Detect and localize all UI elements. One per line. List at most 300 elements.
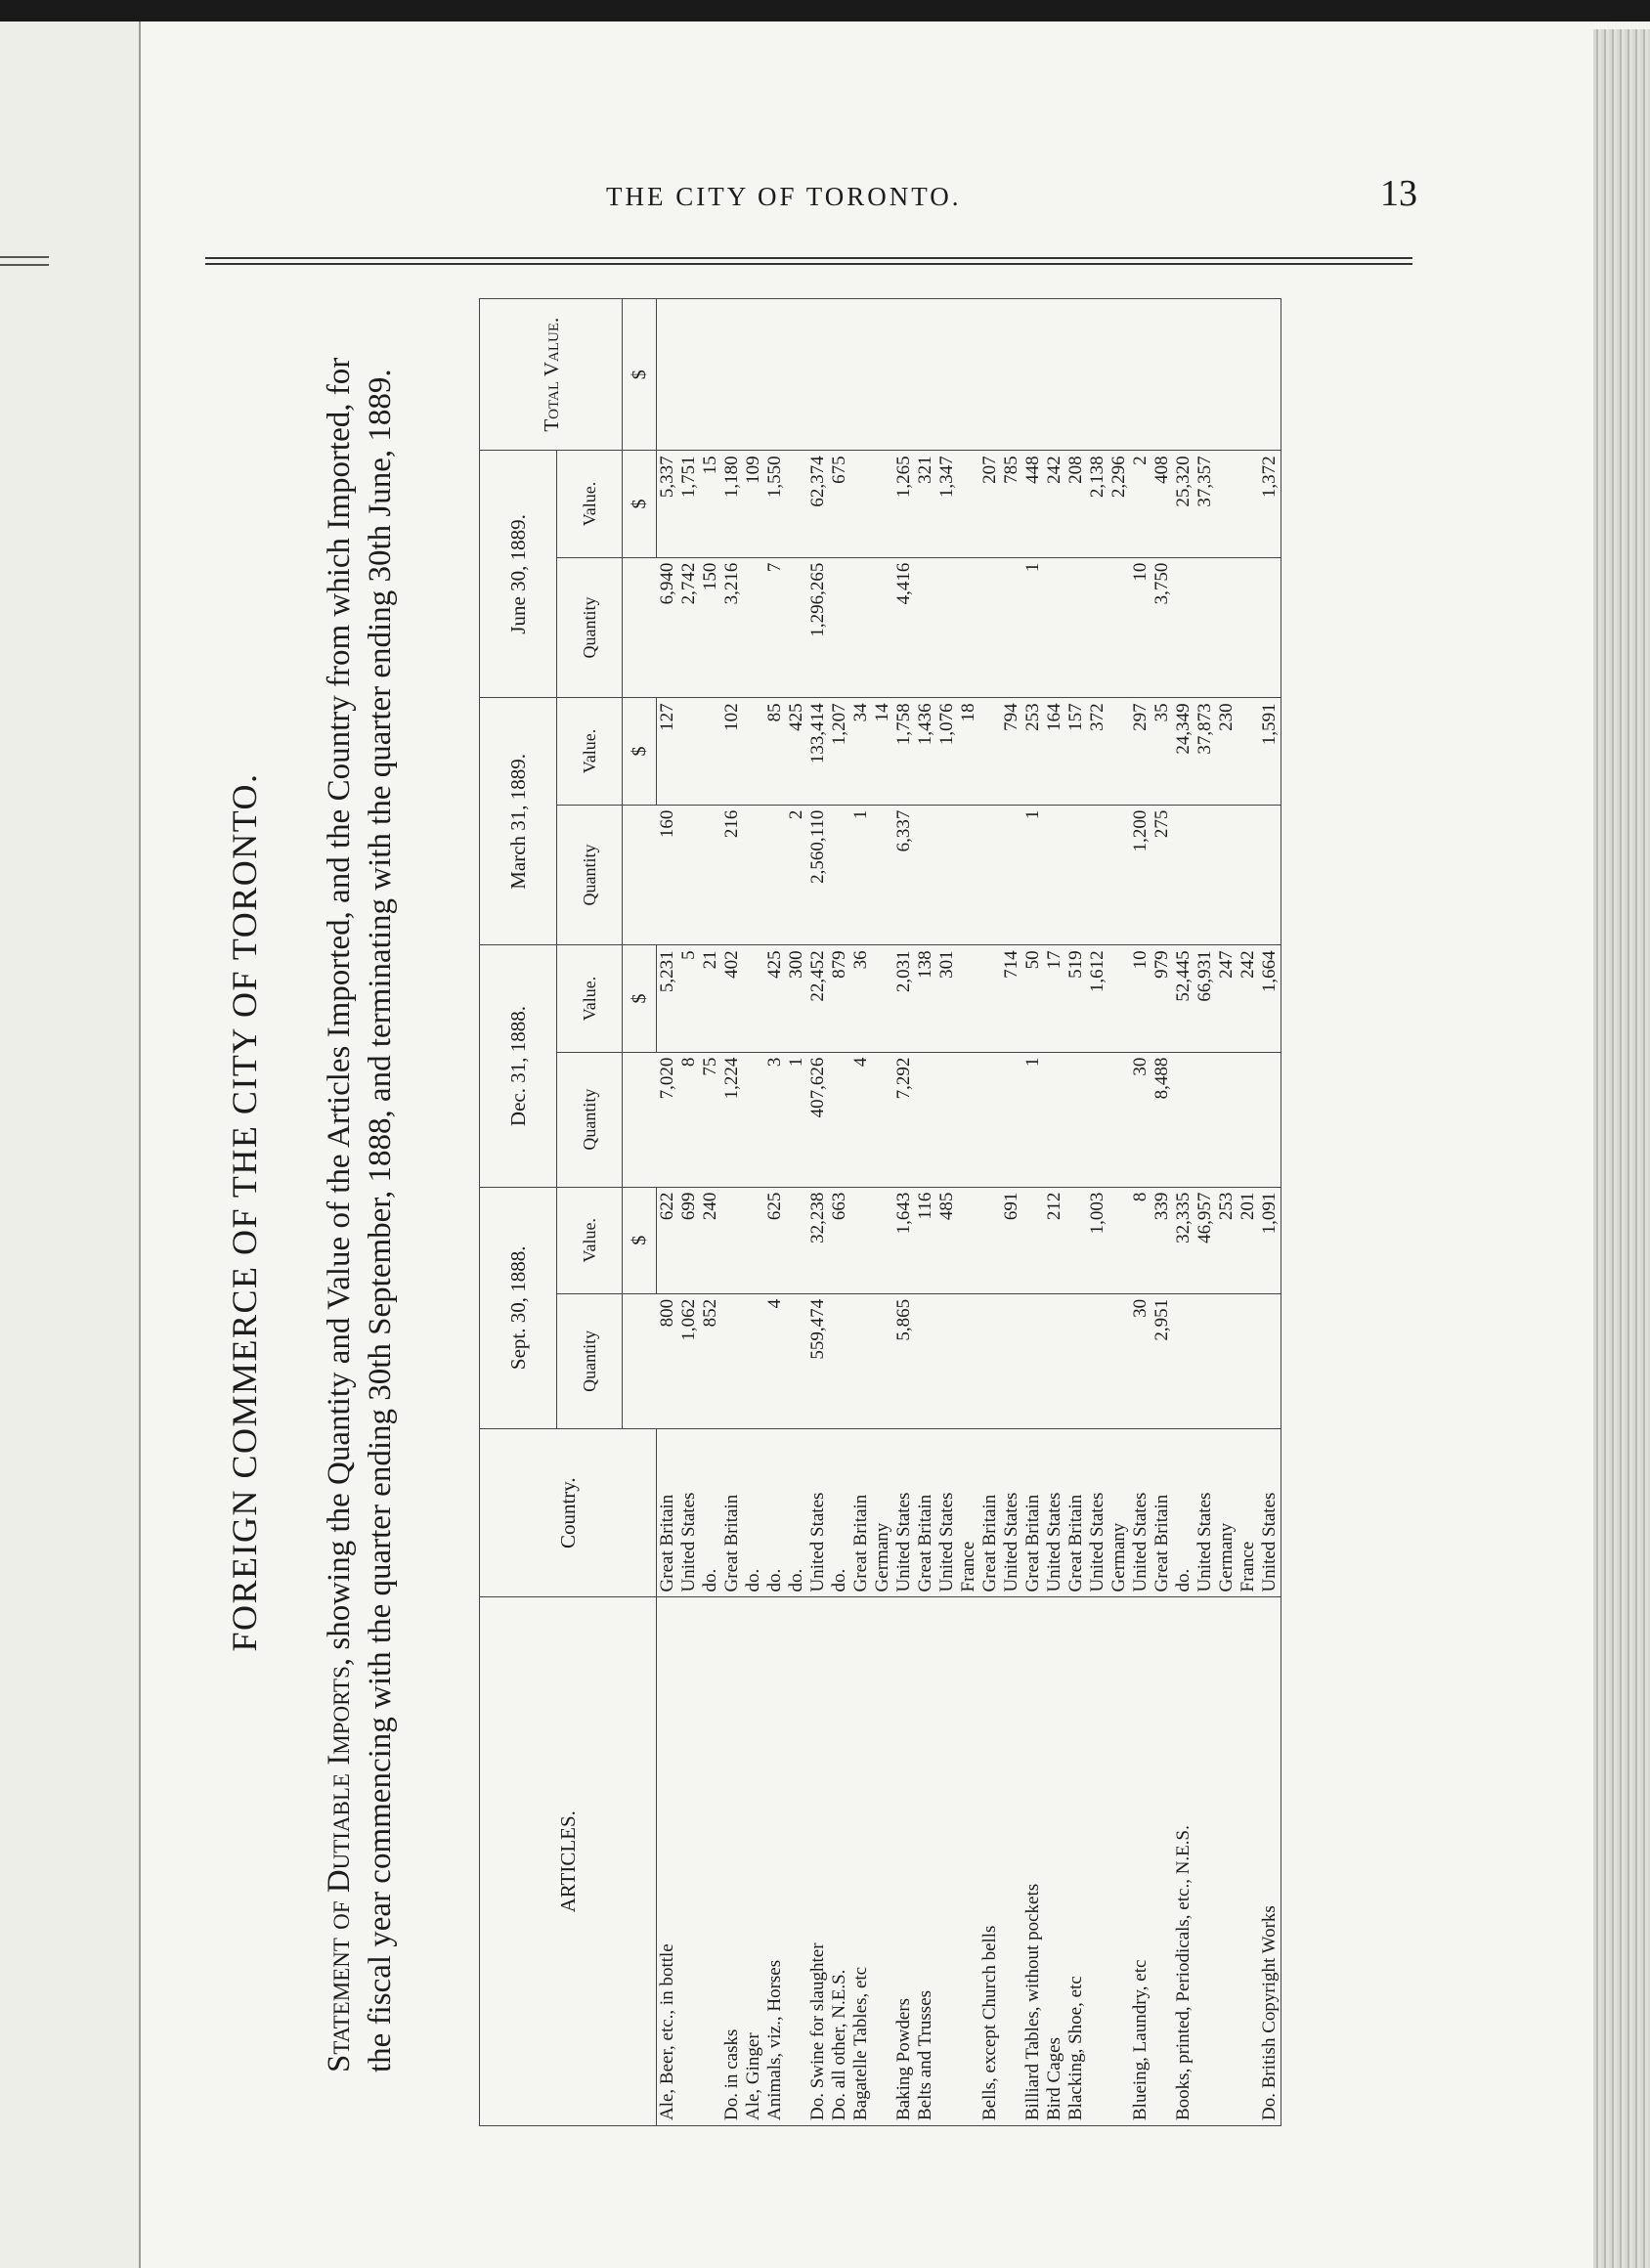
value-cell: 62,374 (807, 451, 829, 557)
value-cell (958, 451, 979, 557)
table-row (786, 299, 807, 2126)
col-header-period-2: Dec. 31, 1888. (480, 945, 557, 1187)
value-cell: 52,445 (1173, 945, 1194, 1052)
quantity-cell (1044, 557, 1065, 698)
value-cell (743, 698, 764, 805)
quantity-cell: 2 (786, 805, 807, 945)
value-cell: 133,414 (807, 698, 829, 805)
table-row (829, 299, 850, 2126)
quantity-cell: 6,337 (893, 805, 915, 945)
value-cell: 21 (700, 945, 721, 1052)
value-cell (958, 1187, 979, 1293)
quantity-cell (1259, 805, 1281, 945)
quantity-cell: 852 (700, 1293, 721, 1428)
quantity-cell (1087, 557, 1108, 698)
value-cell: 879 (829, 945, 850, 1052)
quantity-cell (1216, 805, 1238, 945)
article-cell (958, 1597, 979, 2126)
value-cell: 1,436 (915, 698, 936, 805)
country-cell: United States (1259, 1428, 1281, 1597)
value-cell (872, 1187, 893, 1293)
table-row (807, 299, 829, 2126)
country-cell: Great Britain (1065, 1428, 1087, 1597)
value-cell: 32,335 (1173, 1187, 1194, 1293)
value-cell: 46,957 (1194, 1187, 1216, 1293)
value-cell (979, 698, 1001, 805)
total-value-cell (1194, 299, 1216, 451)
header-rule (205, 257, 1412, 259)
value-cell: 1,347 (936, 451, 958, 557)
value-cell (1108, 945, 1130, 1052)
quantity-cell (1194, 557, 1216, 698)
dollar-sign: $ (623, 451, 657, 557)
country-cell: United States (1194, 1428, 1216, 1597)
value-cell: 8 (1130, 1187, 1151, 1293)
quantity-cell (786, 557, 807, 698)
quantity-cell (936, 1293, 958, 1428)
quantity-cell (1065, 1052, 1087, 1187)
country-cell: United States (936, 1428, 958, 1597)
value-cell: 24,349 (1173, 698, 1194, 805)
quantity-cell (1087, 1293, 1108, 1428)
quantity-cell: 1 (786, 1052, 807, 1187)
value-cell: 1,091 (1259, 1187, 1281, 1293)
total-value-cell (1259, 299, 1281, 451)
quantity-cell (764, 805, 786, 945)
country-cell: Great Britain (850, 1428, 872, 1597)
total-value-cell (1108, 299, 1130, 451)
value-cell: 675 (829, 451, 850, 557)
value-cell: 25,320 (1173, 451, 1194, 557)
quantity-cell (829, 1052, 850, 1187)
value-cell: 300 (786, 945, 807, 1052)
total-value-cell (872, 299, 893, 451)
quantity-cell (1238, 557, 1259, 698)
country-cell: Great Britain (657, 1428, 679, 1597)
total-value-cell (936, 299, 958, 451)
article-cell: Belts and Trusses (915, 1597, 936, 2126)
value-cell: 116 (915, 1187, 936, 1293)
table-row (872, 299, 893, 2126)
table-row (1173, 299, 1194, 2126)
table-row (764, 299, 786, 2126)
caption-lead: Statement of Dutiable Imports, (322, 1657, 357, 2072)
col-header-quantity: Quantity (557, 557, 623, 698)
total-value-cell (829, 299, 850, 451)
quantity-cell: 2,951 (1151, 1293, 1173, 1428)
quantity-cell (1194, 1052, 1216, 1187)
quantity-cell (915, 1052, 936, 1187)
quantity-cell (829, 805, 850, 945)
facing-page-rule (0, 264, 49, 266)
country-cell: Germany (872, 1428, 893, 1597)
col-header-value: Value. (557, 945, 623, 1052)
article-cell: Baking Powders (893, 1597, 915, 2126)
value-cell: 37,873 (1194, 698, 1216, 805)
quantity-cell (1194, 805, 1216, 945)
value-cell (1022, 1187, 1044, 1293)
quantity-cell (1173, 1293, 1194, 1428)
quantity-cell (1216, 1052, 1238, 1187)
value-cell (1108, 1187, 1130, 1293)
total-value-cell (850, 299, 872, 451)
table-row (1022, 299, 1044, 2126)
quantity-cell: 1 (1022, 805, 1044, 945)
article-cell (700, 1597, 721, 2126)
table-row (850, 299, 872, 2126)
col-header-quantity: Quantity (557, 1052, 623, 1187)
value-cell: 979 (1151, 945, 1173, 1052)
value-cell: 425 (764, 945, 786, 1052)
value-cell: 5 (678, 945, 700, 1052)
quantity-cell: 30 (1130, 1293, 1151, 1428)
quantity-cell: 2,742 (678, 557, 700, 698)
quantity-cell: 7 (764, 557, 786, 698)
quantity-cell (915, 557, 936, 698)
country-cell: United States (893, 1428, 915, 1597)
value-cell: 297 (1130, 698, 1151, 805)
article-cell: Ale, Beer, etc., in bottle (657, 1597, 679, 2126)
table-row (1259, 299, 1281, 2126)
country-cell: Germany (1216, 1428, 1238, 1597)
rotated-statement (215, 293, 1408, 2131)
table-row (1001, 299, 1022, 2126)
value-cell: 230 (1216, 698, 1238, 805)
quantity-cell (1065, 1293, 1087, 1428)
article-cell (678, 1597, 700, 2126)
table-row (1108, 299, 1130, 2126)
value-cell: 5,231 (657, 945, 679, 1052)
country-cell: United States (1044, 1428, 1065, 1597)
table-row (1065, 299, 1087, 2126)
value-cell (872, 945, 893, 1052)
dollar-sign: $ (623, 945, 657, 1052)
quantity-cell: 1,224 (721, 1052, 743, 1187)
table-row (979, 299, 1001, 2126)
quantity-cell (1194, 1293, 1216, 1428)
value-cell (743, 945, 764, 1052)
quantity-cell (936, 557, 958, 698)
quantity-cell (829, 557, 850, 698)
total-value-cell (764, 299, 786, 451)
col-header-period-3: March 31, 1889. (480, 698, 557, 945)
table-row (678, 299, 700, 2126)
quantity-cell (1216, 1293, 1238, 1428)
quantity-cell (743, 557, 764, 698)
total-value-cell (1130, 299, 1151, 451)
quantity-cell (743, 1293, 764, 1428)
quantity-cell (1001, 557, 1022, 698)
total-value-cell (721, 299, 743, 451)
quantity-cell (743, 805, 764, 945)
col-header-quantity: Quantity (557, 805, 623, 945)
value-cell: 242 (1238, 945, 1259, 1052)
quantity-cell (1108, 1293, 1130, 1428)
value-cell: 36 (850, 945, 872, 1052)
quantity-cell: 75 (700, 1052, 721, 1187)
quantity-cell: 3,750 (1151, 557, 1173, 698)
article-cell (786, 1597, 807, 2126)
col-header-total: Total Value. (480, 299, 623, 451)
value-cell: 1,612 (1087, 945, 1108, 1052)
total-value-cell (1044, 299, 1065, 451)
col-header-period-4: June 30, 1889. (480, 451, 557, 698)
facing-page-edge (0, 22, 141, 2268)
value-cell (786, 451, 807, 557)
country-cell: do. (743, 1428, 764, 1597)
value-cell: 138 (915, 945, 936, 1052)
value-cell (850, 1187, 872, 1293)
quantity-cell (979, 1293, 1001, 1428)
dollar-sign: $ (623, 299, 657, 451)
value-cell: 2,031 (893, 945, 915, 1052)
total-value-cell (893, 299, 915, 451)
table-row (915, 299, 936, 2126)
country-cell: France (958, 1428, 979, 1597)
total-value-cell (1238, 299, 1259, 451)
quantity-cell (872, 805, 893, 945)
quantity-cell: 1,296,265 (807, 557, 829, 698)
value-cell: 1,265 (893, 451, 915, 557)
quantity-cell (1087, 1052, 1108, 1187)
value-cell (979, 1187, 1001, 1293)
article-cell (936, 1597, 958, 2126)
value-cell: 321 (915, 451, 936, 557)
running-head: THE CITY OF TORONTO. (606, 182, 962, 211)
country-cell: Great Britain (979, 1428, 1001, 1597)
article-cell: Bird Cages (1044, 1597, 1065, 2126)
quantity-cell (872, 1052, 893, 1187)
quantity-cell: 5,865 (893, 1293, 915, 1428)
value-cell (1238, 698, 1259, 805)
value-cell: 794 (1001, 698, 1022, 805)
quantity-cell (1173, 805, 1194, 945)
table-row (1130, 299, 1151, 2126)
quantity-cell (1001, 805, 1022, 945)
quantity-cell (850, 557, 872, 698)
country-cell: Great Britain (915, 1428, 936, 1597)
country-cell: Great Britain (1151, 1428, 1173, 1597)
value-cell (872, 451, 893, 557)
quantity-cell (1022, 1293, 1044, 1428)
quantity-cell: 1,062 (678, 1293, 700, 1428)
table-row (936, 299, 958, 2126)
article-cell: Ale, Ginger (743, 1597, 764, 2126)
quantity-cell (915, 1293, 936, 1428)
total-value-cell (1173, 299, 1194, 451)
country-cell: France (1238, 1428, 1259, 1597)
quantity-cell (958, 805, 979, 945)
table-row (958, 299, 979, 2126)
quantity-cell: 1,200 (1130, 805, 1151, 945)
quantity-cell (1044, 1293, 1065, 1428)
value-cell: 1,180 (721, 451, 743, 557)
value-cell: 785 (1001, 451, 1022, 557)
caption-text: showing the Quantity and Value of the Articles Imported, and the Country from which Imported, for the fiscal year commencing with the quarter ending 30th September, 1888, and terminating with the quarter ending 30th June, 1889. (322, 357, 398, 2072)
col-header-quantity: Quantity (557, 1293, 623, 1428)
quantity-cell: 7,292 (893, 1052, 915, 1187)
quantity-cell (958, 1293, 979, 1428)
value-cell: 1,372 (1259, 451, 1281, 557)
quantity-cell: 1 (1022, 1052, 1044, 1187)
value-cell: 339 (1151, 1187, 1173, 1293)
value-cell: 372 (1087, 698, 1108, 805)
quantity-cell: 2,560,110 (807, 805, 829, 945)
value-cell (1216, 451, 1238, 557)
value-cell: 109 (743, 451, 764, 557)
quantity-cell (829, 1293, 850, 1428)
table-body (657, 299, 1281, 2126)
country-cell: Germany (1108, 1428, 1130, 1597)
quantity-cell: 30 (1130, 1052, 1151, 1187)
quantity-cell: 150 (700, 557, 721, 698)
quantity-cell (1044, 1052, 1065, 1187)
value-cell (1108, 698, 1130, 805)
quantity-cell: 8,488 (1151, 1052, 1173, 1187)
quantity-cell (958, 1052, 979, 1187)
value-cell: 625 (764, 1187, 786, 1293)
quantity-cell (700, 805, 721, 945)
article-cell: Bells, except Church bells (979, 1597, 1001, 2126)
value-cell (786, 1187, 807, 1293)
quantity-cell: 407,626 (807, 1052, 829, 1187)
total-value-cell (807, 299, 829, 451)
article-cell: Bagatelle Tables, etc (850, 1597, 872, 2126)
total-value-cell (1001, 299, 1022, 451)
country-cell: United States (807, 1428, 829, 1597)
quantity-cell (936, 1052, 958, 1187)
total-value-cell (1022, 299, 1044, 451)
country-cell: United States (678, 1428, 700, 1597)
total-value-cell (915, 299, 936, 451)
value-cell: 402 (721, 945, 743, 1052)
total-value-cell (1216, 299, 1238, 451)
value-cell: 247 (1216, 945, 1238, 1052)
quantity-cell (1216, 557, 1238, 698)
col-header-country: Country. (480, 1428, 657, 1597)
country-cell: do. (786, 1428, 807, 1597)
value-cell: 157 (1065, 698, 1087, 805)
table-row (1238, 299, 1259, 2126)
table-row (1194, 299, 1216, 2126)
quantity-cell (872, 557, 893, 698)
quantity-cell (850, 1293, 872, 1428)
total-value-cell (1065, 299, 1087, 451)
article-cell: Billiard Tables, without pockets (1022, 1597, 1044, 2126)
quantity-cell (872, 1293, 893, 1428)
quantity-cell (743, 1052, 764, 1187)
table-row (893, 299, 915, 2126)
quantity-cell (678, 805, 700, 945)
statement-caption (319, 332, 401, 2072)
value-cell: 485 (936, 1187, 958, 1293)
quantity-cell (1173, 557, 1194, 698)
country-cell: do. (700, 1428, 721, 1597)
article-cell: Blacking, Shoe, etc (1065, 1597, 1087, 2126)
facing-page-rule (0, 256, 49, 258)
quantity-cell (1259, 1293, 1281, 1428)
country-cell: United States (1130, 1428, 1151, 1597)
value-cell: 622 (657, 1187, 679, 1293)
dollar-sign: $ (623, 698, 657, 805)
table-row (1216, 299, 1238, 2126)
total-value-cell (678, 299, 700, 451)
value-cell: 14 (872, 698, 893, 805)
quantity-cell: 3 (764, 1052, 786, 1187)
country-cell: United States (1087, 1428, 1108, 1597)
value-cell: 5,337 (657, 451, 679, 557)
value-cell: 10 (1130, 945, 1151, 1052)
article-cell (1001, 1597, 1022, 2126)
value-cell (678, 698, 700, 805)
dollar-sign: $ (623, 1187, 657, 1293)
article-cell: Books, printed, Periodicals, etc., N.E.S. (1173, 1597, 1194, 2126)
value-cell: 35 (1151, 698, 1173, 805)
value-cell: 208 (1065, 451, 1087, 557)
value-cell: 1,550 (764, 451, 786, 557)
table-row (1151, 299, 1173, 2126)
value-cell: 2,138 (1087, 451, 1108, 557)
quantity-cell (1108, 805, 1130, 945)
quantity-cell (1065, 557, 1087, 698)
article-cell (1151, 1597, 1173, 2126)
quantity-cell: 6,940 (657, 557, 679, 698)
quantity-cell (1173, 1052, 1194, 1187)
value-cell: 164 (1044, 698, 1065, 805)
table-row (1044, 299, 1065, 2126)
country-cell: Great Britain (721, 1428, 743, 1597)
quantity-cell: 559,474 (807, 1293, 829, 1428)
article-cell: Do. in casks (721, 1597, 743, 2126)
table-row (1087, 299, 1108, 2126)
page-number: 13 (1380, 173, 1417, 214)
country-cell: Great Britain (1022, 1428, 1044, 1597)
quantity-cell (936, 805, 958, 945)
value-cell (743, 1187, 764, 1293)
quantity-cell (1238, 1052, 1259, 1187)
value-cell (700, 698, 721, 805)
quantity-cell: 4,416 (893, 557, 915, 698)
article-cell (1194, 1597, 1216, 2126)
quantity-cell: 800 (657, 1293, 679, 1428)
value-cell: 50 (1022, 945, 1044, 1052)
country-cell: do. (1173, 1428, 1194, 1597)
quantity-cell (1259, 557, 1281, 698)
total-value-cell (1087, 299, 1108, 451)
quantity-cell: 1 (850, 805, 872, 945)
quantity-cell (1238, 1293, 1259, 1428)
value-cell: 253 (1216, 1187, 1238, 1293)
value-cell (979, 945, 1001, 1052)
value-cell: 1,076 (936, 698, 958, 805)
value-cell (721, 1187, 743, 1293)
quantity-cell (786, 1293, 807, 1428)
article-cell (1238, 1597, 1259, 2126)
total-value-cell (958, 299, 979, 451)
value-cell: 85 (764, 698, 786, 805)
quantity-cell: 3,216 (721, 557, 743, 698)
page-stack-edge (1593, 29, 1650, 2268)
value-cell (850, 451, 872, 557)
value-cell: 18 (958, 698, 979, 805)
value-cell: 1,003 (1087, 1187, 1108, 1293)
article-cell (1216, 1597, 1238, 2126)
col-header-value: Value. (557, 451, 623, 557)
total-value-cell (700, 299, 721, 451)
quantity-cell (915, 805, 936, 945)
quantity-cell (1001, 1052, 1022, 1187)
value-cell: 425 (786, 698, 807, 805)
